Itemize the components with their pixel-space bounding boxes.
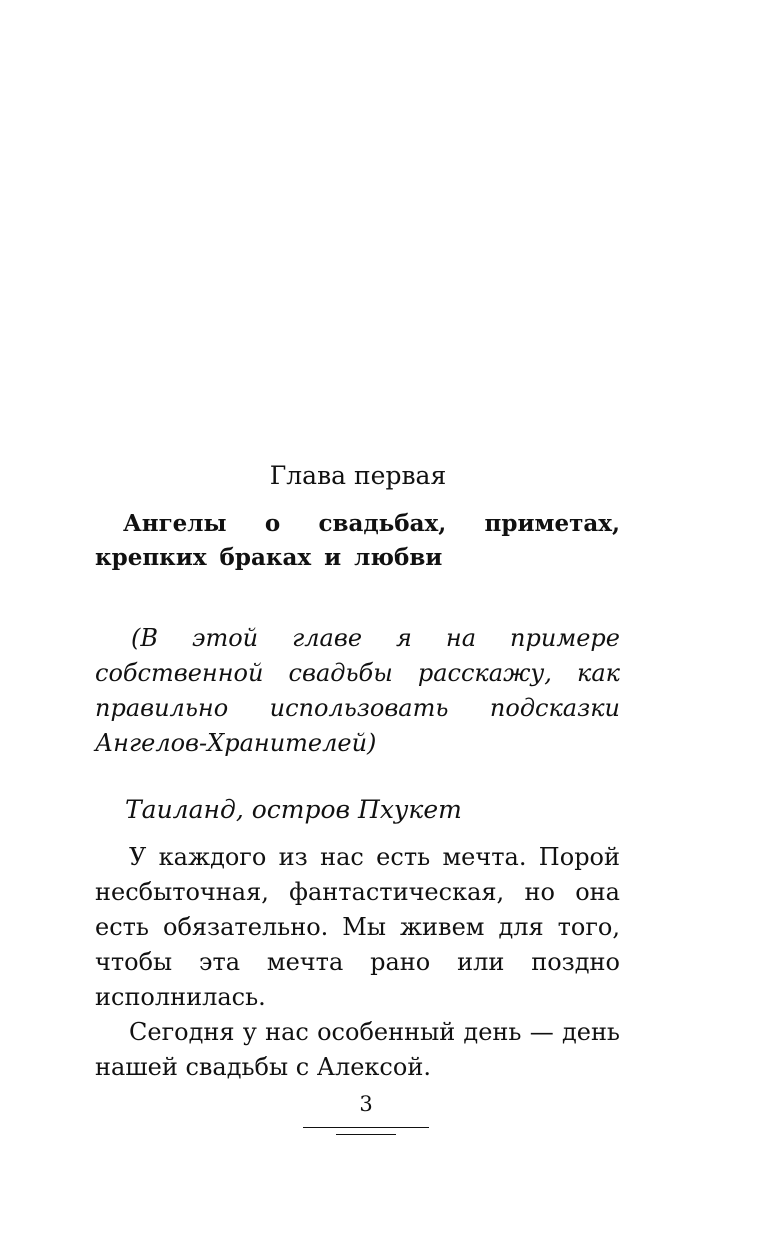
chapter-label: Глава первая [269, 461, 447, 490]
body-text [95, 840, 620, 1085]
paragraph: Сегодня у нас особенный день — день нашей свадьбы с Алексой. [95, 1018, 620, 1081]
decorative-rule-bottom [336, 1134, 396, 1135]
chapter-epigraph: (В этой главе я на примере собственной свадьбы расскажу, как правильно использовать подсказки Ангелов-Хранителей) [95, 624, 620, 757]
chapter-title: Ангелы о свадьбах, приметах, крепких браках и любви [95, 510, 620, 571]
paragraph: У каждого из нас есть мечта. Порой несбыточная, фантастическая, но она есть обязательно. Мы живем для того, чтобы эта мечта рано или поздно исполнилась. [95, 843, 620, 1011]
section-heading: Таиланд, остров Пхукет [125, 795, 462, 824]
page-number: 3 [359, 1092, 373, 1116]
decorative-rule-top [303, 1127, 429, 1128]
